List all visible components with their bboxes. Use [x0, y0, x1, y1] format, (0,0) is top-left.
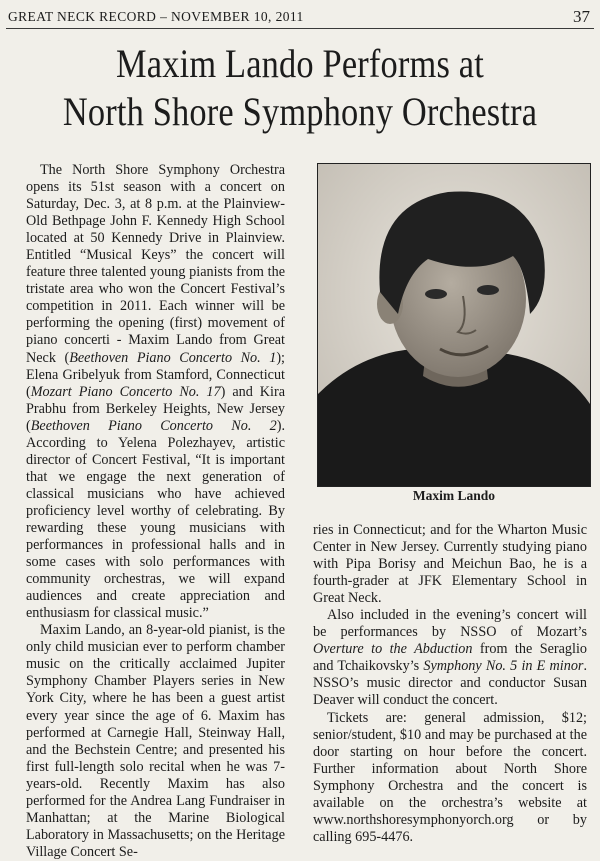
photo-caption: Maxim Lando — [412, 488, 496, 503]
paragraph-biography-continued: ries in Connecticut; and for the Wharton Music Center in New Jersey. Currently studying piano with Pipa Borisy and Meichun Bao, he is a fourth-grader at JFK Elementary School in Great Neck. — [313, 522, 587, 607]
portrait-photo — [317, 163, 591, 487]
publication-line: GREAT NECK RECORD – NOVEMBER 10, 2011 — [8, 9, 304, 24]
page-number: 37 — [573, 7, 590, 26]
portrait-image — [318, 164, 590, 486]
paragraph-intro: The North Shore Symphony Orchestra opens its 51st season with a concert on Saturday, Dec. 3, at 8 p.m. at the Plainview-Old Bethpage John F. Kennedy High School located at 50 Kennedy Drive in Plainview. Entitled “Musical Keys” the concert will feature three talented young pianists from the tristate area who won the Concert Festival’s competition in 2011. Each winner will be performing the opening (first) movement of piano concerti - Maxim Lando from Great Neck (Beethoven Piano Concerto No. 1); Elena Gribelyuk from Stamford, Connecticut (Mozart Piano Concerto No. 17) and Kira Prabhu from Berkeley Heights, New Jersey (Beethoven Piano Concerto No. 2). According to Yelena Polezhayev, artistic director of Concert Festival, “It is important that we engage the next generation of classical musicians who have achieved proficiency level worthy of celebrating. By rewarding these young musicians with performances in professional halls and in some cases with solo performances with community orchestras, we will expand audiences and create appreciation and enthusiasm for classical music.” — [26, 162, 285, 622]
article-column-right — [313, 522, 587, 846]
headline-line-2: North Shore Symphony Orchestra — [62, 89, 538, 134]
paragraph-program: Also included in the evening’s concert will be performances by NSSO of Mozart’s Overture to the Abduction from the Seraglio and Tchaikovsky’s Symphony No. 5 in E minor. NSSO’s music director and conductor Susan Deaver will conduct the concert. — [313, 607, 587, 709]
headline-line-1: Maxim Lando Performs at — [116, 41, 484, 86]
headline — [47, 40, 553, 136]
paragraph-tickets: Tickets are: general admission, $12; senior/student, $10 and may be purchased at the door starting on hour before the concert. Further information about North Shore Symphony Orchestra and the concert is available on the orchestra’s website at www.northshoresymphonyorch.org or by calling 695-4476. — [313, 709, 587, 845]
article-column-left — [26, 162, 285, 861]
page-header — [6, 6, 594, 29]
paragraph-biography: Maxim Lando, an 8-year-old pianist, is the only child musician ever to perform chamber music on the critically acclaimed Jupiter Symphony Chamber Players series in New York City, where he has been a guest artist every year since the age of 6. Maxim has performed at Carnegie Hall, Steinway Hall, and the Bechstein Centre; and presented his first full-length solo recital when he was 7-years-old. Recently Maxim has also performed for the Andrea Lang Fundraiser in Manhattan; at the Marine Biological Laboratory in Massachusetts; on the Heritage Village Concert Se- — [26, 622, 285, 860]
